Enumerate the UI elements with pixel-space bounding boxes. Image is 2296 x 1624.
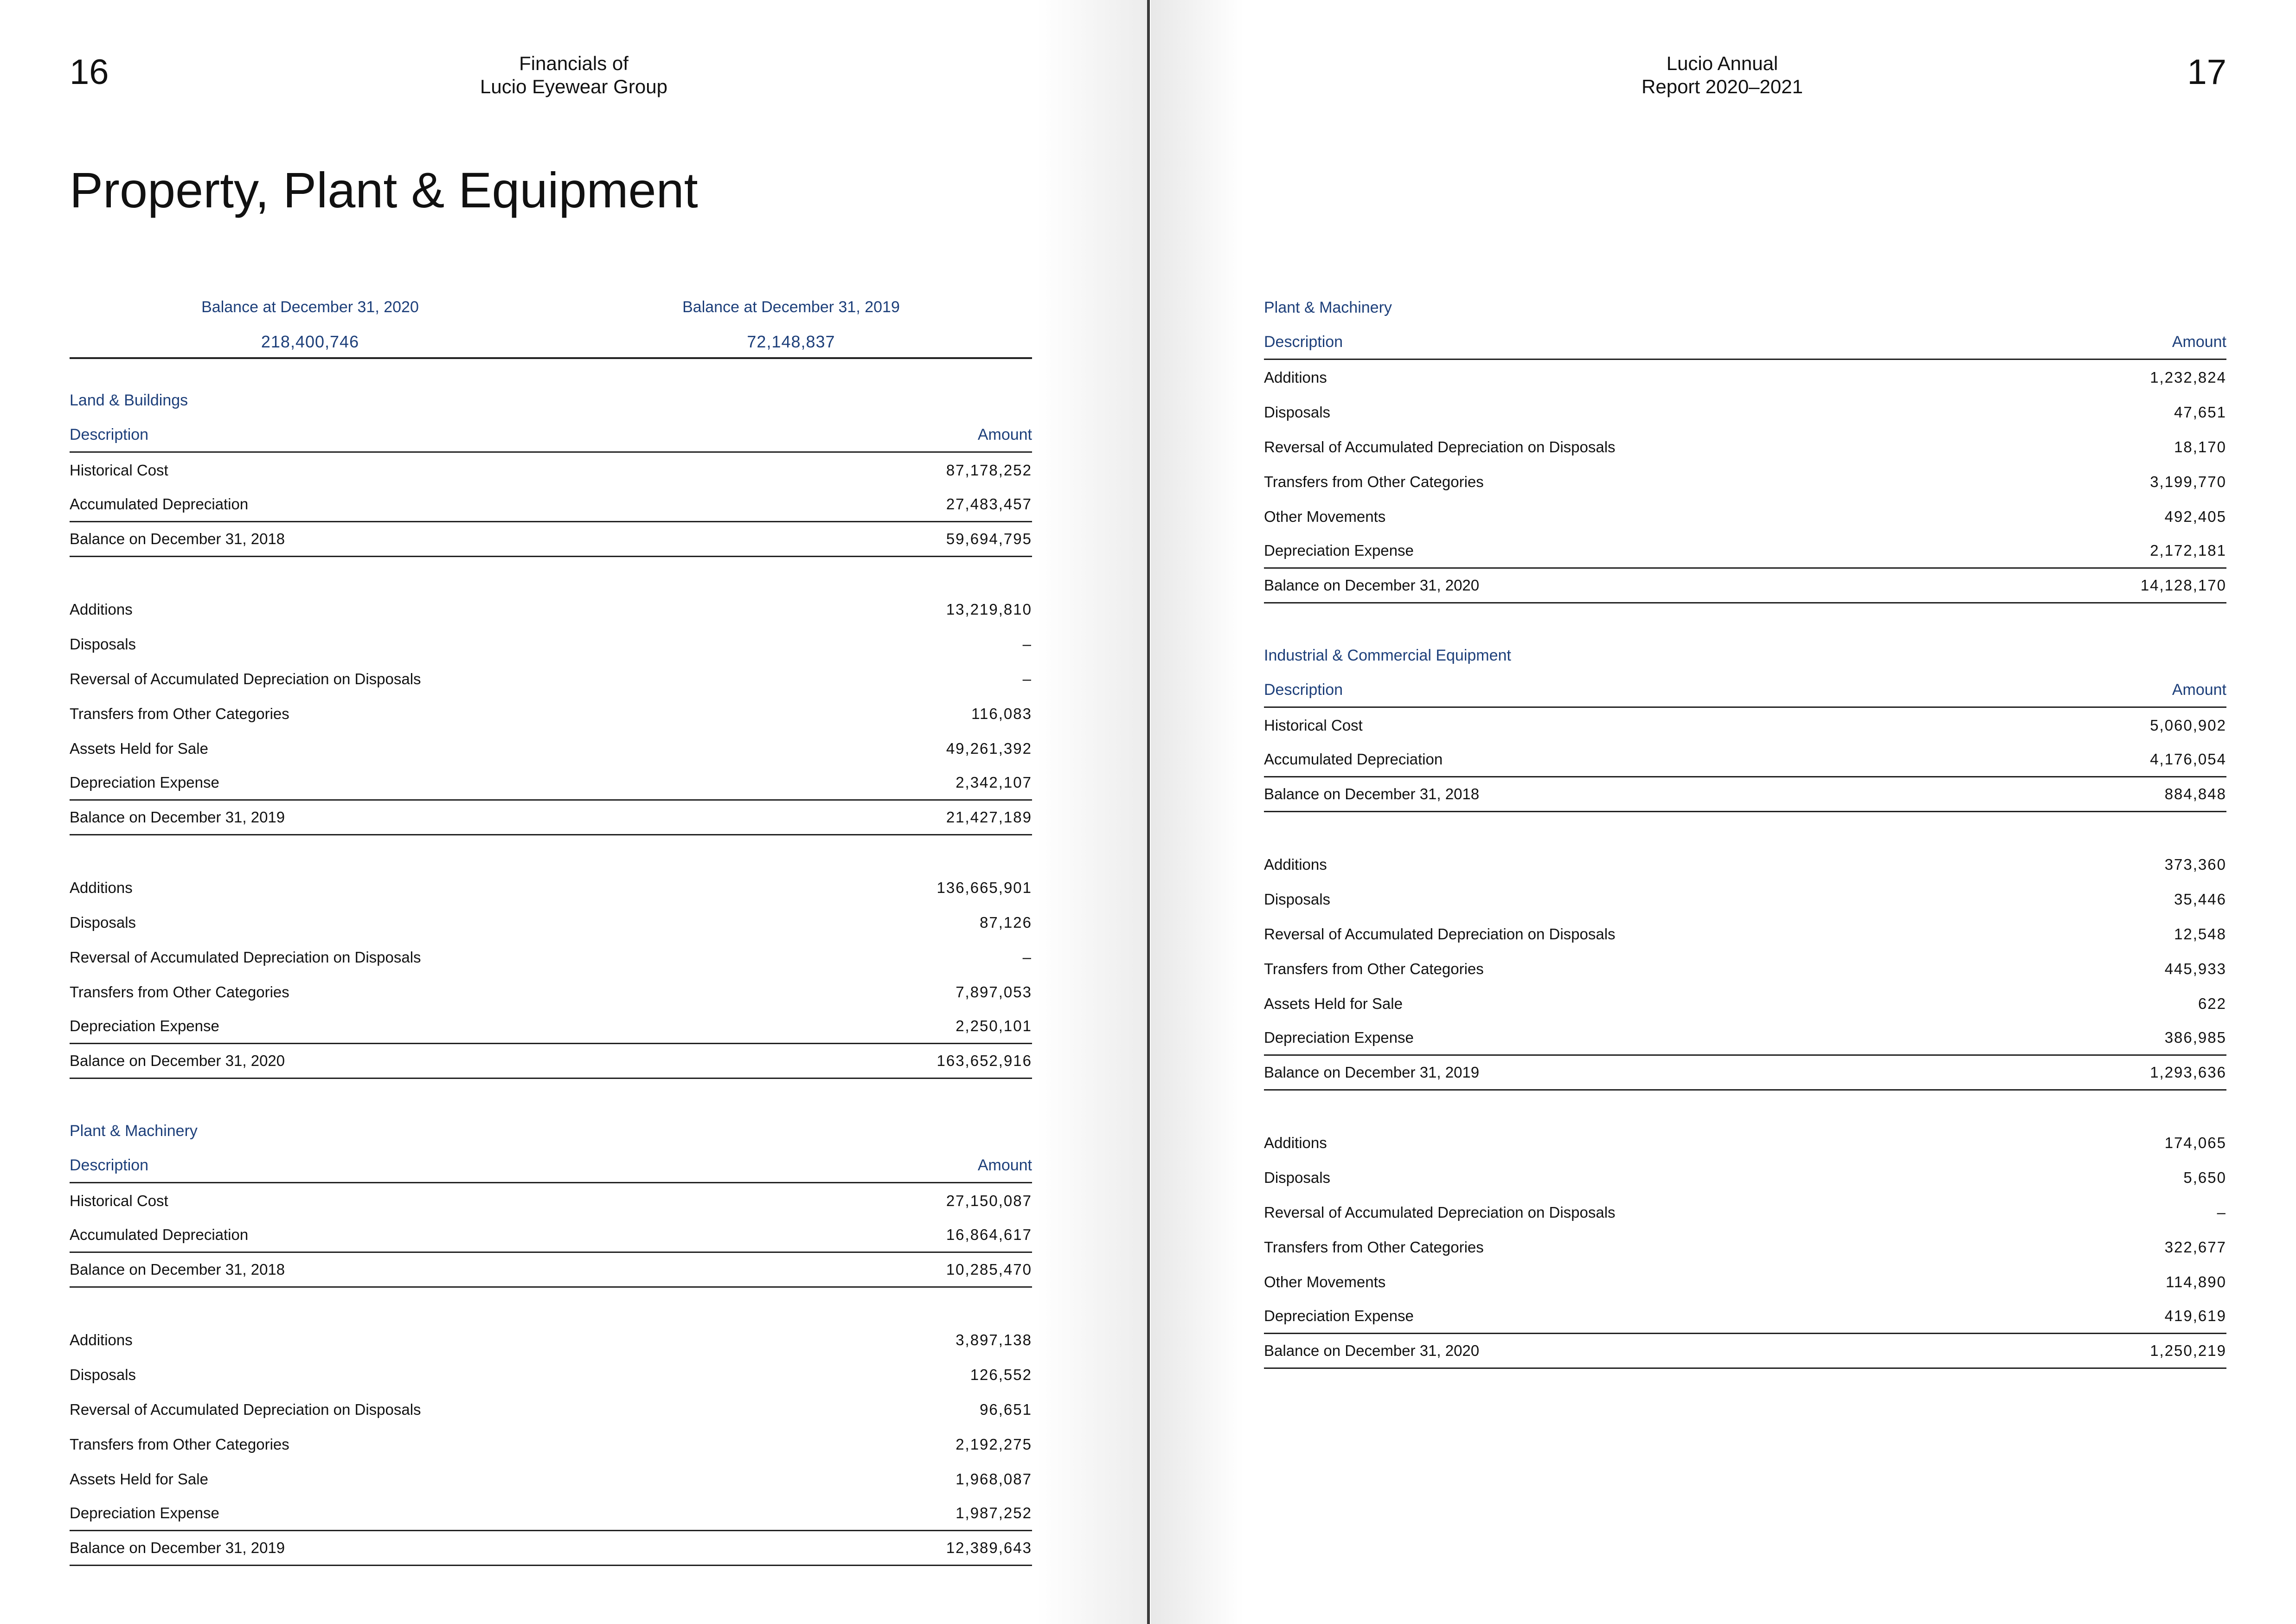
row-description: Assets Held for Sale [70, 739, 208, 757]
row-amount: 126,552 [970, 1366, 1032, 1383]
row-amount: 2,250,101 [956, 1017, 1032, 1034]
row-amount: 136,665,901 [936, 879, 1032, 896]
row-amount: – [1022, 670, 1032, 687]
row-description: Accumulated Depreciation [70, 1226, 249, 1243]
gutter-shadow [1151, 0, 1244, 1624]
table-row [1264, 1021, 2226, 1056]
table-header [1264, 325, 2226, 360]
table-row [70, 1357, 1032, 1392]
row-description: Accumulated Depreciation [1264, 751, 1443, 768]
table-row-balance [70, 801, 1032, 835]
summary-label: Balance at December 31, 2019 [682, 298, 900, 316]
row-description: Reversal of Accumulated Depreciation on Disposals [70, 948, 421, 966]
table-row [70, 696, 1032, 731]
row-amount: 12,548 [2174, 925, 2226, 943]
table-row-balance [1264, 1056, 2226, 1091]
table-row [1264, 430, 2226, 464]
row-amount: 114,890 [2166, 1273, 2226, 1290]
row-amount: 96,651 [980, 1400, 1032, 1418]
table-row [1264, 1160, 2226, 1195]
row-description: Additions [1264, 368, 1327, 386]
column-header-amount: Amount [2172, 680, 2226, 699]
row-description: Other Movements [1264, 1273, 1386, 1290]
row-description: Additions [70, 879, 133, 896]
table-row-balance [1264, 777, 2226, 812]
book-spine [1147, 0, 1150, 1624]
section-title: Land & Buildings [70, 392, 188, 409]
table-row [70, 1427, 1032, 1462]
row-description: Assets Held for Sale [70, 1470, 208, 1488]
row-amount: 87,126 [980, 913, 1032, 931]
table-row-balance [1264, 1334, 2226, 1369]
table-row [70, 627, 1032, 661]
row-description: Additions [70, 1331, 133, 1348]
table-row [1264, 917, 2226, 951]
plant-machinery-table-left [70, 1114, 1032, 1566]
row-description: Depreciation Expense [1264, 1029, 1414, 1046]
table-row [1264, 1299, 2226, 1334]
row-description: Transfers from Other Categories [70, 705, 289, 722]
table-row [1264, 847, 2226, 882]
running-head-right [1560, 52, 1885, 98]
section-title: Plant & Machinery [70, 1122, 198, 1140]
section-title: Industrial & Commercial Equipment [1264, 647, 1511, 664]
row-amount: 5,060,902 [2150, 716, 2226, 734]
table-header [70, 418, 1032, 453]
running-head-line: Financials of [519, 52, 629, 74]
row-amount: 1,987,252 [956, 1504, 1032, 1521]
row-amount: 2,192,275 [956, 1435, 1032, 1453]
row-amount: 12,389,643 [946, 1539, 1032, 1556]
row-description: Reversal of Accumulated Depreciation on Disposals [1264, 1203, 1616, 1221]
running-head-line: Report 2020–2021 [1642, 76, 1803, 97]
row-description: Depreciation Expense [1264, 542, 1414, 559]
row-description: Balance on December 31, 2018 [1264, 785, 1480, 802]
plant-machinery-table-right [1264, 290, 2226, 603]
row-description: Transfers from Other Categories [1264, 473, 1484, 490]
table-row [1264, 743, 2226, 777]
summary-value: 72,148,837 [747, 332, 835, 351]
table-row [70, 1392, 1032, 1427]
row-amount: 492,405 [2164, 507, 2226, 525]
row-description: Balance on December 31, 2020 [1264, 577, 1480, 594]
industrial-equipment-table [1264, 638, 2226, 1369]
summary-value: 218,400,746 [261, 332, 359, 351]
row-amount: 174,065 [2164, 1134, 2226, 1151]
page-number-right: 17 [2187, 52, 2226, 92]
table-row [1264, 951, 2226, 986]
gutter-shadow [1037, 0, 1148, 1624]
table-row [1264, 464, 2226, 499]
row-amount: 27,150,087 [946, 1192, 1032, 1209]
table-row [70, 1462, 1032, 1496]
row-amount: 21,427,189 [946, 809, 1032, 826]
row-description: Disposals [70, 635, 136, 653]
table-row [70, 870, 1032, 905]
row-amount: 2,342,107 [956, 774, 1032, 791]
row-description: Reversal of Accumulated Depreciation on Disposals [70, 670, 421, 687]
table-row-balance [70, 1531, 1032, 1566]
column-header-amount: Amount [977, 1156, 1032, 1174]
row-amount: 386,985 [2164, 1029, 2226, 1046]
row-description: Balance on December 31, 2019 [70, 1539, 285, 1556]
table-row [70, 975, 1032, 1009]
table-row [1264, 1195, 2226, 1230]
page-title: Property, Plant & Equipment [70, 162, 698, 218]
row-amount: – [1022, 948, 1032, 966]
row-amount: 3,897,138 [956, 1331, 1032, 1348]
summary-2020 [70, 293, 551, 355]
row-description: Balance on December 31, 2019 [70, 809, 285, 826]
row-amount: 10,285,470 [946, 1261, 1032, 1278]
table-row-balance [70, 1253, 1032, 1288]
row-description: Reversal of Accumulated Depreciation on Disposals [70, 1400, 421, 1418]
table-row [1264, 534, 2226, 569]
running-head-line: Lucio Eyewear Group [480, 76, 667, 97]
row-description: Balance on December 31, 2019 [1264, 1064, 1480, 1081]
table-row [1264, 499, 2226, 534]
table-row-balance [1264, 569, 2226, 603]
page-number-left: 16 [70, 52, 109, 92]
table-row [1264, 1230, 2226, 1265]
row-amount: 35,446 [2174, 890, 2226, 908]
row-amount: 373,360 [2164, 855, 2226, 873]
summary-2019 [551, 293, 1032, 355]
row-description: Balance on December 31, 2018 [70, 1261, 285, 1278]
table-row [70, 453, 1032, 488]
row-description: Other Movements [1264, 507, 1386, 525]
row-description: Disposals [1264, 1168, 1331, 1186]
table-row [70, 592, 1032, 627]
table-row [70, 905, 1032, 940]
column-header-amount: Amount [977, 425, 1032, 443]
table-row [70, 661, 1032, 696]
row-amount: 2,172,181 [2150, 542, 2226, 559]
table-header [1264, 673, 2226, 708]
row-amount: 1,968,087 [956, 1470, 1032, 1488]
table-row [70, 488, 1032, 522]
row-amount: 622 [2198, 995, 2226, 1012]
row-amount: 49,261,392 [946, 739, 1032, 757]
row-description: Depreciation Expense [70, 1017, 219, 1034]
row-description: Historical Cost [1264, 716, 1363, 734]
row-amount: 13,219,810 [946, 600, 1032, 618]
table-row [70, 940, 1032, 975]
row-amount: – [2217, 1203, 2226, 1221]
row-amount: 884,848 [2164, 785, 2226, 802]
row-description: Transfers from Other Categories [1264, 960, 1484, 977]
row-description: Balance on December 31, 2020 [1264, 1342, 1480, 1359]
row-amount: 3,199,770 [2150, 473, 2226, 490]
column-header-amount: Amount [2172, 333, 2226, 351]
row-amount: – [1022, 635, 1032, 653]
column-header-description: Description [1264, 680, 1343, 699]
row-amount: 59,694,795 [946, 530, 1032, 547]
row-description: Additions [1264, 1134, 1327, 1151]
row-description: Reversal of Accumulated Depreciation on Disposals [1264, 925, 1616, 943]
row-description: Accumulated Depreciation [70, 495, 249, 513]
table-row [1264, 882, 2226, 917]
row-description: Assets Held for Sale [1264, 995, 1403, 1012]
table-row-balance [70, 522, 1032, 557]
land-buildings-table [70, 383, 1032, 1079]
running-head-line: Lucio Annual [1666, 52, 1778, 74]
row-description: Additions [1264, 855, 1327, 873]
row-amount: 5,650 [2183, 1168, 2226, 1186]
row-amount: 1,232,824 [2150, 368, 2226, 386]
table-row [70, 766, 1032, 801]
row-amount: 4,176,054 [2150, 751, 2226, 768]
row-amount: 18,170 [2174, 438, 2226, 456]
table-row [70, 1218, 1032, 1253]
row-amount: 27,483,457 [946, 495, 1032, 513]
row-description: Transfers from Other Categories [70, 1435, 289, 1453]
row-amount: 322,677 [2164, 1238, 2226, 1256]
table-row [70, 731, 1032, 766]
table-row-balance [70, 1044, 1032, 1079]
table-row [1264, 395, 2226, 430]
row-amount: 1,293,636 [2150, 1064, 2226, 1081]
section-title: Plant & Machinery [1264, 299, 1392, 316]
row-description: Balance on December 31, 2018 [70, 530, 285, 547]
balance-summary [70, 293, 1032, 359]
table-row [1264, 708, 2226, 743]
row-description: Transfers from Other Categories [1264, 1238, 1484, 1256]
row-amount: 445,933 [2164, 960, 2226, 977]
table-row [70, 1009, 1032, 1044]
summary-label: Balance at December 31, 2020 [201, 298, 419, 316]
table-row [70, 1322, 1032, 1357]
row-amount: 87,178,252 [946, 461, 1032, 479]
table-row [1264, 1125, 2226, 1160]
row-amount: 1,250,219 [2150, 1342, 2226, 1359]
row-description: Disposals [70, 1366, 136, 1383]
running-head-left [411, 52, 736, 98]
row-amount: 14,128,170 [2140, 577, 2226, 594]
table-row [70, 1496, 1032, 1531]
row-description: Additions [70, 600, 133, 618]
table-row [1264, 360, 2226, 395]
row-amount: 16,864,617 [946, 1226, 1032, 1243]
row-description: Historical Cost [70, 1192, 168, 1209]
column-header-description: Description [1264, 333, 1343, 351]
table-header [70, 1149, 1032, 1183]
row-description: Historical Cost [70, 461, 168, 479]
row-description: Depreciation Expense [70, 1504, 219, 1521]
row-amount: 7,897,053 [956, 983, 1032, 1001]
table-row [1264, 1265, 2226, 1299]
column-header-description: Description [70, 425, 149, 443]
row-description: Balance on December 31, 2020 [70, 1052, 285, 1069]
row-description: Disposals [1264, 890, 1331, 908]
row-amount: 116,083 [971, 705, 1032, 722]
row-description: Disposals [1264, 403, 1331, 421]
row-amount: 47,651 [2174, 403, 2226, 421]
row-description: Transfers from Other Categories [70, 983, 289, 1001]
column-header-description: Description [70, 1156, 149, 1174]
row-amount: 419,619 [2164, 1307, 2226, 1324]
table-row [1264, 986, 2226, 1021]
row-description: Depreciation Expense [1264, 1307, 1414, 1324]
row-description: Reversal of Accumulated Depreciation on Disposals [1264, 438, 1616, 456]
table-row [70, 1183, 1032, 1218]
row-description: Depreciation Expense [70, 774, 219, 791]
row-amount: 163,652,916 [936, 1052, 1032, 1069]
row-description: Disposals [70, 913, 136, 931]
